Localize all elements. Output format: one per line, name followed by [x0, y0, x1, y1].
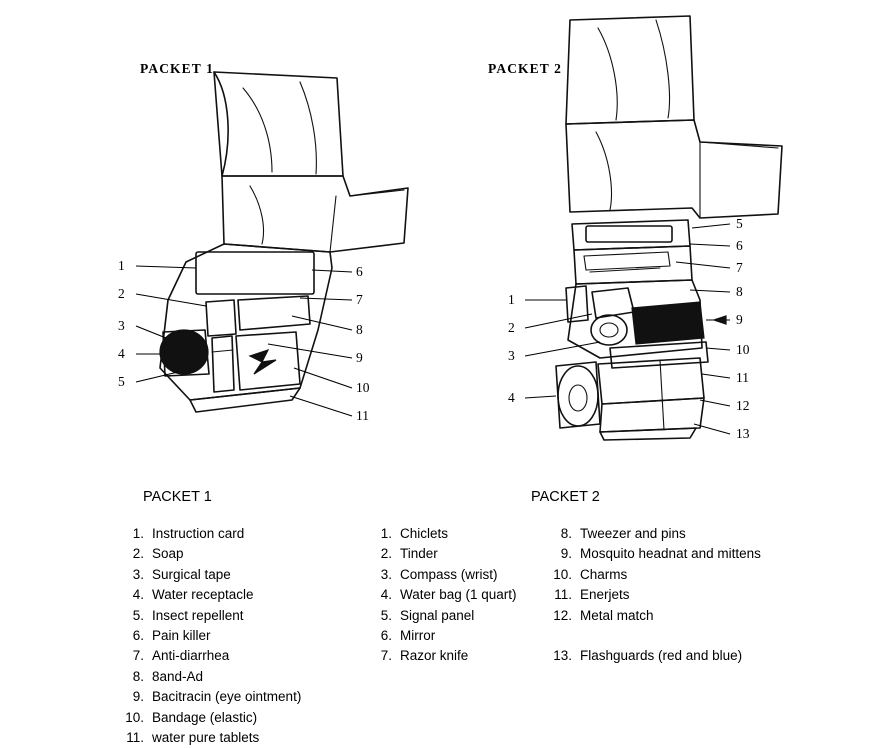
callout-p2-right-6: 6: [736, 238, 743, 253]
list-item-label: Charms: [580, 566, 628, 582]
callout-p1-left-5: 5: [118, 374, 125, 389]
list-item: [118, 565, 358, 585]
list-item-label: Enerjets: [580, 587, 630, 603]
callout-p1-right-6: 6: [356, 264, 363, 279]
legend-title-packet2: PACKET 2: [531, 489, 600, 505]
list-item-label: Anti-diarrhea: [152, 648, 230, 664]
list-item: [366, 585, 536, 605]
callout-p1-right-7: 7: [356, 292, 363, 307]
list-item: [118, 708, 358, 728]
list-item: [118, 687, 358, 707]
list-item-label: water pure tablets: [152, 730, 260, 746]
list-item: [366, 646, 536, 666]
callout-p1-left-4: 4: [118, 346, 125, 361]
list-item-label: Water bag (1 quart): [400, 587, 517, 603]
list-item-label: Compass (wrist): [400, 566, 498, 582]
list-item-number: 1.: [132, 526, 144, 541]
packet1-art-title: PACKET 1: [140, 61, 214, 76]
list-item-label: 8and-Ad: [152, 668, 204, 684]
callout-p1-right-10: 10: [356, 380, 370, 395]
list-item-number: 5.: [132, 607, 144, 623]
legend-spacer: [546, 626, 866, 646]
list-item: [118, 626, 358, 646]
legend-column-packet2-right: [546, 524, 866, 667]
list-item-number: 7.: [380, 648, 392, 664]
packet1-illustration: [136, 72, 408, 416]
list-item-label: Instruction card: [152, 526, 245, 541]
legend-column-packet1: [118, 524, 358, 748]
callout-p2-right-11: 11: [736, 370, 749, 385]
list-item: [546, 565, 866, 585]
list-item-label: Soap: [152, 546, 184, 562]
list-item-number: 1.: [380, 526, 392, 541]
list-item-number: 5.: [380, 607, 392, 623]
list-item-label: Surgical tape: [152, 566, 231, 582]
list-item-label: Bacitracin (eye ointment): [152, 689, 302, 705]
list-item-number: 9.: [560, 546, 572, 562]
list-item-label: Tweezer and pins: [580, 526, 686, 541]
callout-p2-right-10: 10: [736, 342, 750, 357]
list-item-number: 6.: [380, 628, 392, 644]
list-item-label: Pain killer: [152, 628, 211, 644]
list-item: [366, 626, 536, 646]
callout-p1-left-1: 1: [118, 258, 125, 273]
list-item-label: Mosquito headnat and mittens: [580, 546, 761, 562]
list-item: [546, 606, 866, 626]
list-item-label: Bandage (elastic): [152, 709, 258, 725]
list-item: [546, 646, 866, 666]
callout-p2-right-13: 13: [736, 426, 750, 441]
list-item-number: 10.: [553, 566, 572, 582]
callout-p2-right-7: 7: [736, 260, 743, 275]
list-item: [118, 606, 358, 626]
callout-p2-right-8: 8: [736, 284, 743, 299]
list-item-label: Mirror: [400, 628, 436, 644]
callout-p1-right-11: 11: [356, 408, 369, 423]
legend-title-packet1: PACKET 1: [143, 489, 212, 505]
list-item: [366, 606, 536, 626]
list-item: [118, 646, 358, 666]
list-item-number: 4.: [132, 587, 144, 603]
list-item-label: Chiclets: [400, 526, 449, 541]
callout-p1-left-2: 2: [118, 286, 125, 301]
callout-p2-left-2: 2: [508, 320, 515, 335]
list-item: [118, 544, 358, 564]
list-item: [118, 728, 358, 748]
packet2-art-title: PACKET 2: [488, 61, 562, 76]
callout-p2-left-3: 3: [508, 348, 515, 363]
list-item-number: 8.: [132, 668, 144, 684]
list-item: [366, 565, 536, 585]
list-item-number: 7.: [132, 648, 144, 664]
callout-p2-left-1: 1: [508, 292, 515, 307]
callout-p1-right-8: 8: [356, 322, 363, 337]
list-item-label: Insect repellent: [152, 607, 244, 623]
list-item-number: 9.: [132, 689, 144, 705]
callout-p1-left-3: 3: [118, 318, 125, 333]
callout-p2-right-5: 5: [736, 216, 743, 231]
list-item: [118, 585, 358, 605]
callout-p2-right-9: 9: [736, 312, 743, 327]
list-item-number: 2.: [380, 546, 392, 562]
list-item: [546, 524, 866, 544]
list-item-number: 4.: [380, 587, 392, 603]
list-item: [546, 585, 866, 605]
list-item-number: 11.: [126, 730, 144, 746]
list-item-number: 11.: [554, 587, 572, 603]
list-item-number: 3.: [132, 566, 144, 582]
list-item-label: Water receptacle: [152, 587, 254, 603]
list-item: [118, 524, 358, 544]
list-item-label: Tinder: [400, 546, 438, 562]
list-item-label: Signal panel: [400, 607, 475, 623]
list-item-label: Metal match: [580, 607, 654, 623]
list-item: [366, 544, 536, 564]
list-item: [366, 524, 536, 544]
list-item-number: 10.: [125, 709, 144, 725]
list-item-number: 3.: [380, 566, 392, 582]
list-item: [118, 667, 358, 687]
list-item-number: 12.: [553, 607, 572, 623]
list-item: [546, 544, 866, 564]
callout-p2-right-12: 12: [736, 398, 750, 413]
callout-p1-right-9: 9: [356, 350, 363, 365]
callout-p2-left-4: 4: [508, 390, 515, 405]
list-item-label: Flashguards (red and blue): [580, 648, 743, 664]
list-item-number: 6.: [132, 628, 144, 644]
list-item-number: 13.: [553, 648, 572, 664]
list-item-label: Razor knife: [400, 648, 469, 664]
list-item-number: 8.: [560, 526, 572, 541]
list-item-number: 2.: [132, 546, 144, 562]
legend-column-packet2-left: [366, 524, 536, 667]
